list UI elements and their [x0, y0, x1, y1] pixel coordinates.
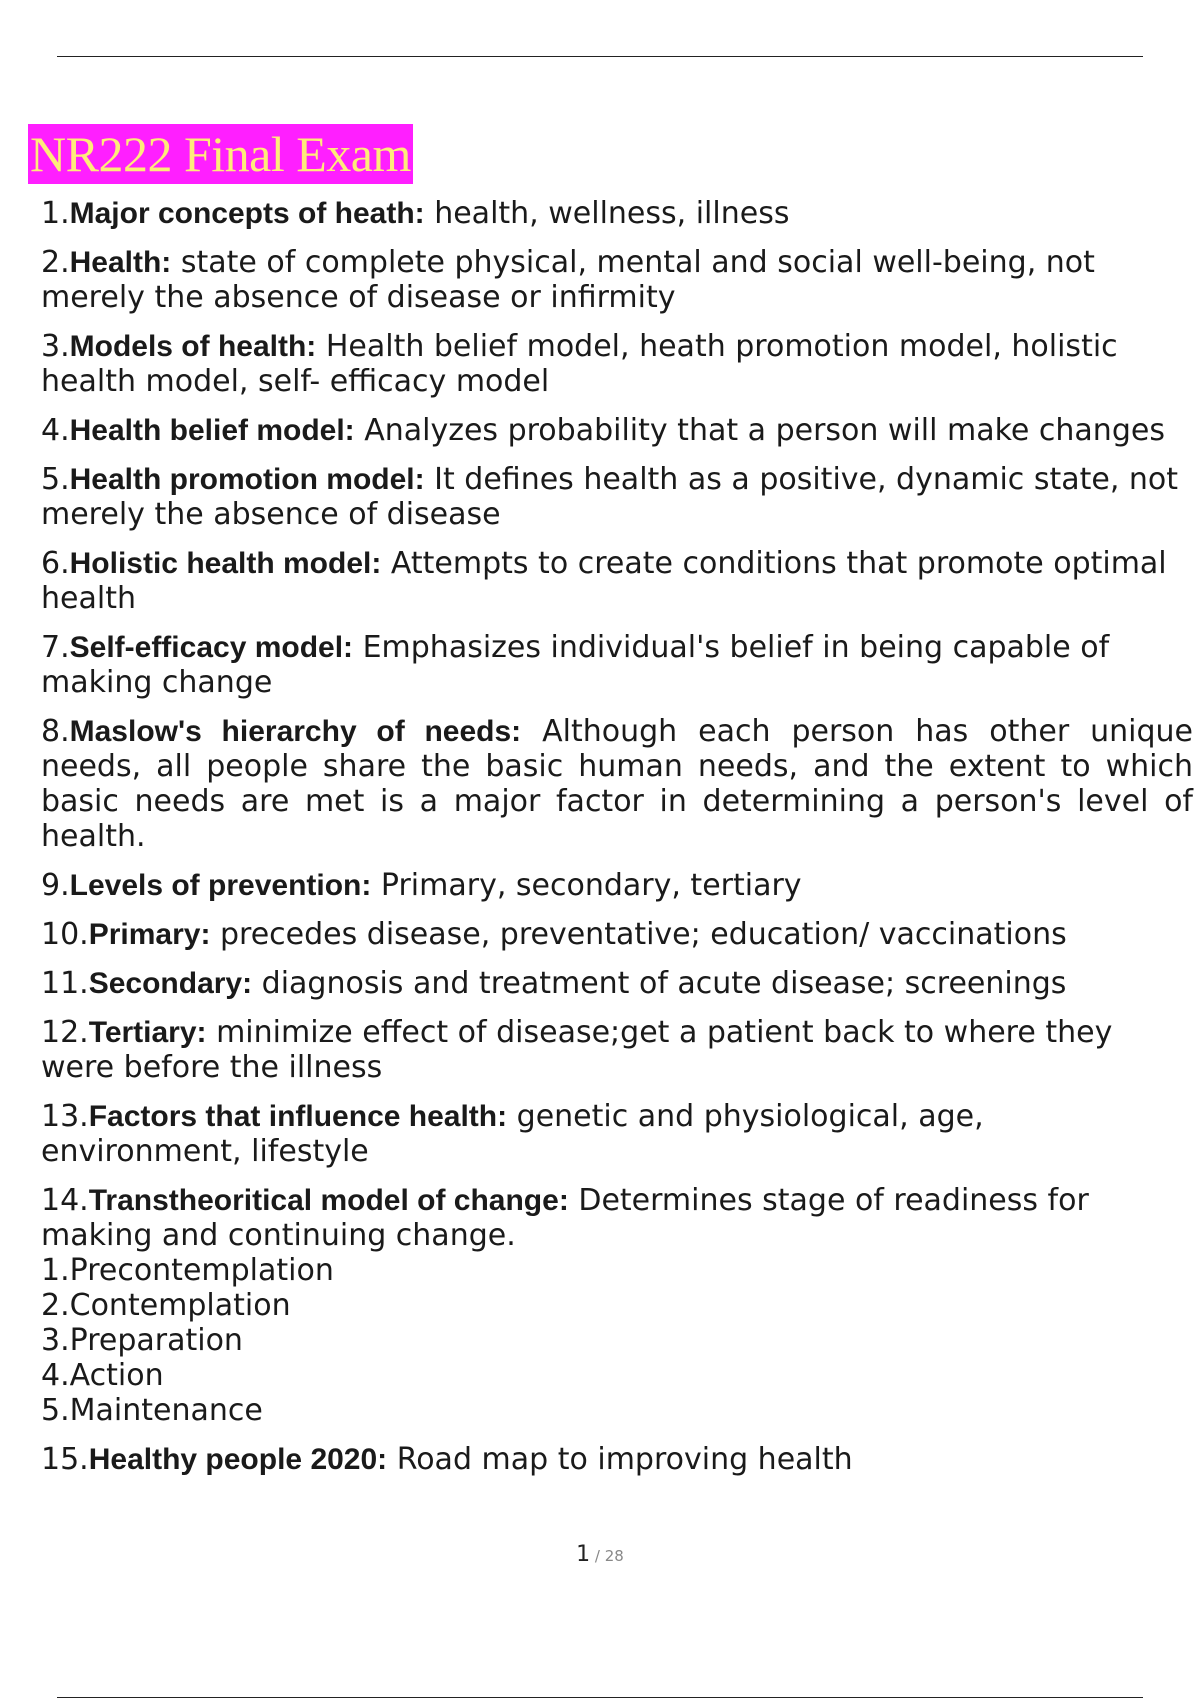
list-item: 14.Transtheoritical model of change: Determines stage of readiness for making and continuing change.: [41, 1183, 1089, 1253]
stage-item: 4.Action: [41, 1358, 164, 1393]
bottom-rule: [57, 1697, 1143, 1698]
document-title: NR222 Final Exam: [30, 126, 411, 182]
page-current: 1: [576, 1542, 591, 1567]
list-item: 7.Self-efficacy model: Emphasizes individual's belief in being capable of making change: [41, 630, 1110, 700]
stage-item: 3.Preparation: [41, 1323, 243, 1358]
document-body: [41, 196, 1193, 1491]
list-item: 4.Health belief model: Analyzes probability that a person will make changes: [41, 413, 1165, 448]
stages-list: [41, 1253, 1193, 1428]
stage-item: 2.Contemplation: [41, 1288, 291, 1323]
page-total: / 28: [590, 1547, 624, 1565]
list-item: 1.Major concepts of heath: health, wellness, illness: [41, 196, 790, 231]
list-item: 3.Models of health: Health belief model, heath promotion model, holistic health model, self- efficacy model: [41, 329, 1118, 399]
stage-item: 1.Precontemplation: [41, 1253, 334, 1288]
list-item: 8.Maslow's hierarchy of needs: Although each person has other unique needs, all people share the basic human needs, and the extent to which basic needs are met is a major factor in determining a person's level of health.: [41, 714, 1194, 854]
top-rule: [57, 56, 1143, 57]
list-item: 6.Holistic health model: Attempts to create conditions that promote optimal health: [41, 546, 1167, 616]
list-item: 12.Tertiary: minimize effect of disease;get a patient back to where they were before the illness: [41, 1015, 1113, 1085]
list-item: 15.Healthy people 2020: Road map to improving health: [41, 1442, 853, 1477]
list-item: 2.Health: state of complete physical, mental and social well-being, not merely the absence of disease or infirmity: [41, 245, 1095, 315]
list-item: 9.Levels of prevention: Primary, secondary, tertiary: [41, 868, 802, 903]
list-item: 13.Factors that influence health: genetic and physiological, age, environment, lifestyle: [41, 1099, 984, 1169]
list-item: 10.Primary: precedes disease, preventative; education/ vaccinations: [41, 917, 1067, 952]
list-item: 5.Health promotion model: It defines health as a positive, dynamic state, not merely the absence of disease: [41, 462, 1179, 532]
list-item: 11.Secondary: diagnosis and treatment of acute disease; screenings: [41, 966, 1067, 1001]
page-number: [0, 1542, 1200, 1567]
stage-item: 5.Maintenance: [41, 1393, 263, 1428]
